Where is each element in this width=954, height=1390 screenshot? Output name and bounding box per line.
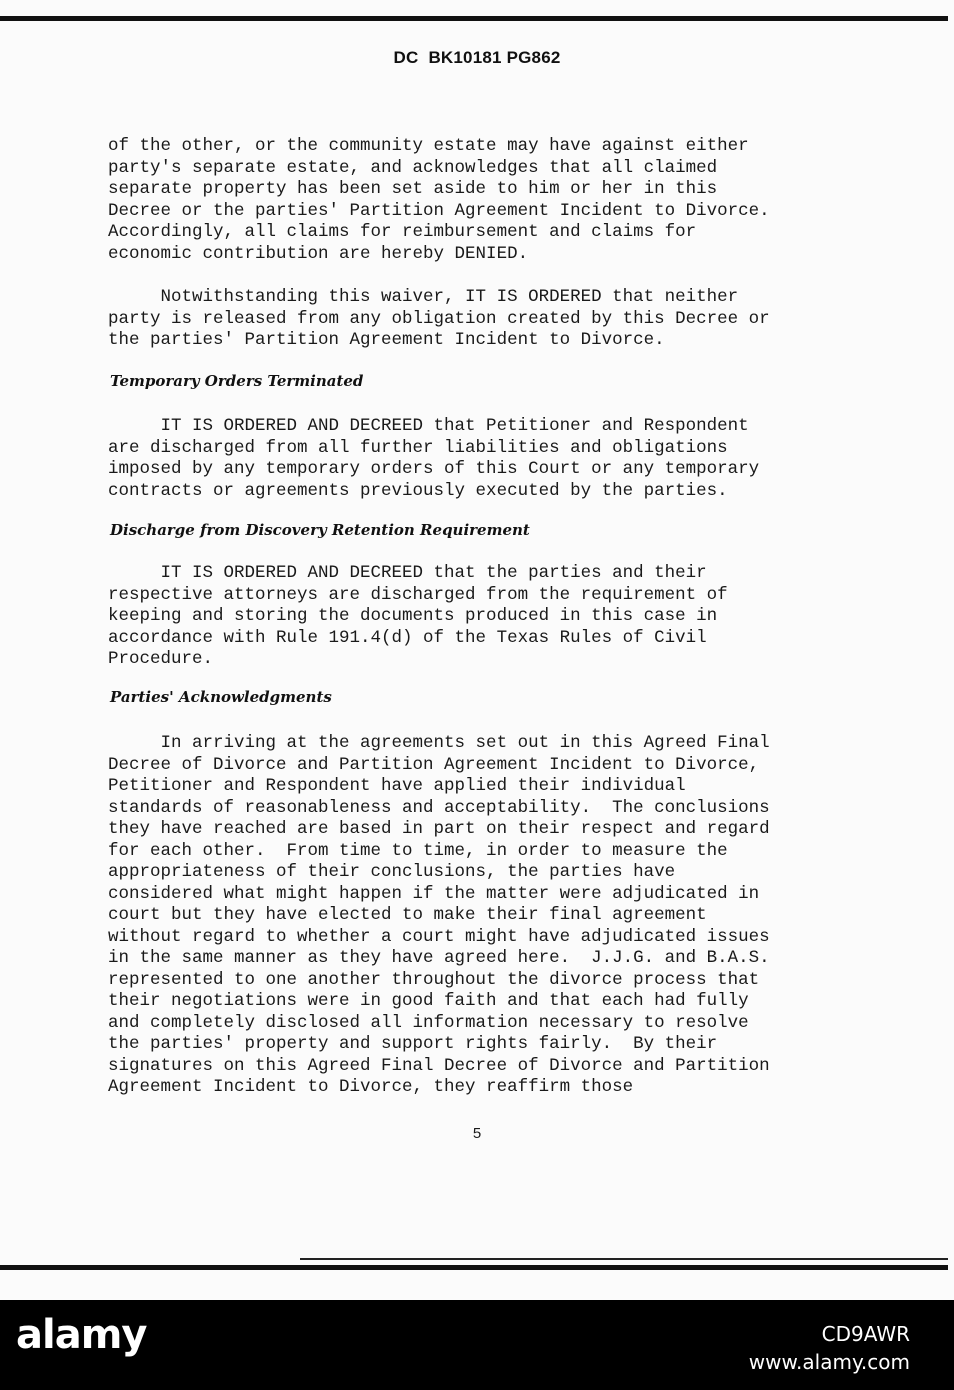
heading-discovery-retention: Discharge from Discovery Retention Requirement <box>110 521 530 539</box>
alamy-logo: alamy <box>16 1312 147 1358</box>
heading-parties-acknowledgments: Parties' Acknowledgments <box>110 688 332 706</box>
heading-temporary-orders: Temporary Orders Terminated <box>110 372 364 390</box>
page-number: 5 <box>472 1125 482 1142</box>
image-id: CD9AWR <box>821 1322 910 1346</box>
header-prefix: DC <box>393 48 419 67</box>
top-rule <box>0 16 948 21</box>
page-header <box>0 48 954 68</box>
bottom-rule <box>0 1265 948 1270</box>
paragraph-discovery-retention: IT IS ORDERED AND DECREED that the parties and their respective attorneys are discharged from the requirement of keeping and storing the documents produced in this case in accordance with Rule 191.4(d) of the Texas Rules of Civil Procedure. <box>108 563 728 669</box>
paragraph-waiver: of the other, or the community estate may have against either party's separate estate, and acknowledges that all claimed separate property has been set aside to him or her in this Decree or the parties' Partition Agreement Incident to Divorce. Accordingly, all claims for reimbursement and claims for economic contribution are hereby DENIED. <box>108 136 770 264</box>
bottom-thin-rule <box>300 1258 948 1260</box>
paragraph-notwithstanding: Notwithstanding this waiver, IT IS ORDERED that neither party is released from any obligation created by this Decree or the parties' Partition Agreement Incident to Divorce. <box>108 287 770 350</box>
paragraph-acknowledgments: In arriving at the agreements set out in this Agreed Final Decree of Divorce and Partition Agreement Incident to Divorce, Petitioner and Respondent have applied their individual standards of reasonableness and acceptability. The conclusions they have reached are based in part on their respect and regard for each other. From time to time, in order to measure the appropriateness of their conclusions, the parties have considered what might happen if the matter were adjudicated in court but they have elected to make their final agreement without regard to whether a court might have adjudicated issues in the same manner as they have agreed here. J.J.G. and B.A.S. represented to one another throughout the divorce process that their negotiations were in good faith and that each had fully and completely disclosed all information necessary to resolve the parties' property and support rights fairly. By their signatures on this Agreed Final Decree of Divorce and Partition Agreement Incident to Divorce, they reaffirm those <box>108 733 770 1097</box>
paragraph-temporary-orders: IT IS ORDERED AND DECREED that Petitioner and Respondent are discharged from all further liabilities and obligations imposed by any temporary orders of this Court or any temporary contracts or agreements previously executed by the parties. <box>108 416 760 501</box>
site-url: www.alamy.com <box>748 1350 910 1374</box>
header-book-page: BK10181 PG862 <box>428 48 561 67</box>
